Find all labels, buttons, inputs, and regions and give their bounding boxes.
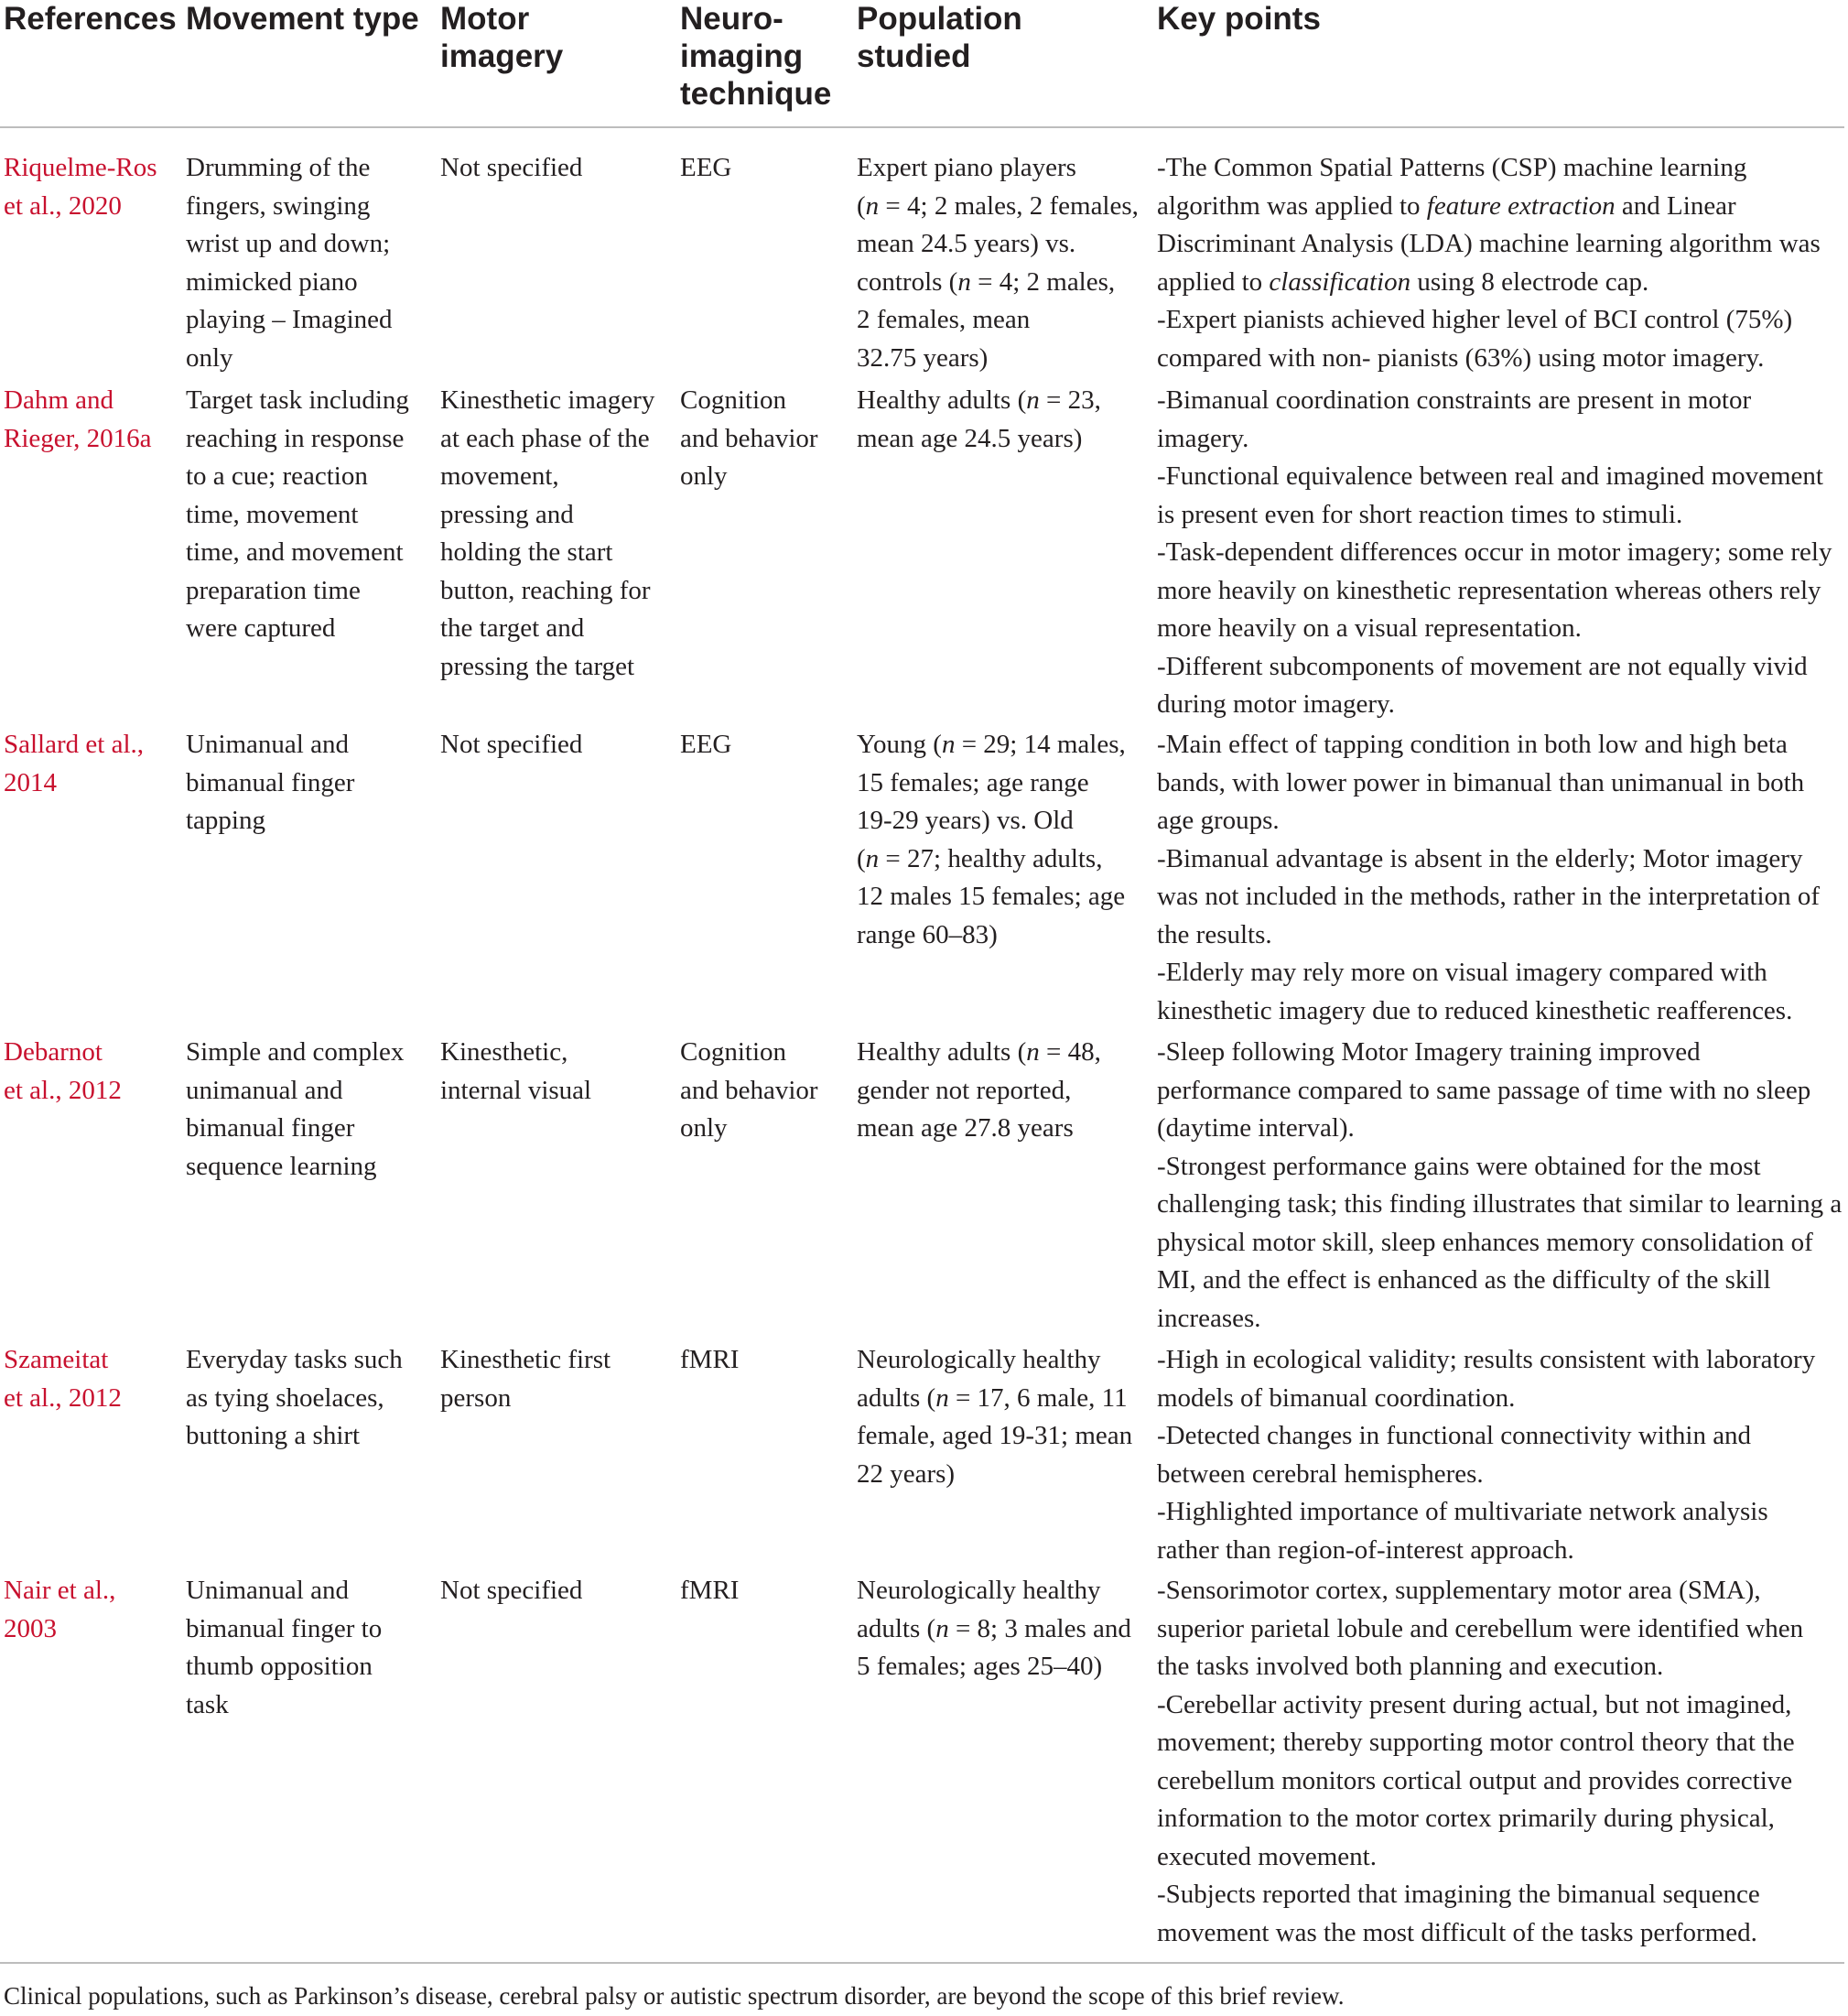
cell-population-studied-line: Neurologically healthy [857, 1576, 1101, 1605]
cell-population-studied-line: 15 females; age range [857, 767, 1089, 797]
cell-neuroimaging-technique-line: Cognition [680, 385, 787, 415]
cell-key-points-line: -Expert pianists achieved higher level of BCI control (75%) [1157, 305, 1793, 334]
cell-population-studied-line: (n = 4; 2 males, 2 females, [857, 190, 1139, 221]
cell-motor-imagery-line: the target and [440, 613, 585, 643]
cell-movement-type-line: Target task including [186, 385, 409, 415]
cell-population-studied-line: mean 24.5 years) vs. [857, 229, 1076, 258]
cell-key-points-line: during motor imagery. [1157, 689, 1395, 719]
cell-movement-type-line: preparation time [186, 575, 361, 605]
cell-key-points-line: -Different subcomponents of movement are not equally vivid [1157, 651, 1808, 681]
cell-neuroimaging-technique-line: fMRI [680, 1345, 740, 1374]
cell-population-studied-line: 32.75 years) [857, 342, 989, 373]
cell-key-points-line: -Bimanual advantage is absent in the elderly; Motor imagery [1157, 843, 1803, 873]
cell-population-studied-line: mean age 27.8 years [857, 1113, 1074, 1143]
cell-key-points-line: more heavily on kinesthetic representation whereas others rely [1157, 575, 1821, 605]
cell-neuroimaging-technique [680, 1034, 818, 1148]
cell-movement-type-line: time, and movement [186, 537, 404, 567]
header-line: References [4, 1, 177, 37]
cell-neuroimaging-technique-line: fMRI [680, 1576, 740, 1605]
cell-population-studied-line: Expert piano players [857, 153, 1076, 182]
cell-key-points-line: between cerebral hemispheres. [1157, 1458, 1484, 1489]
cell-key-points [1157, 382, 1832, 724]
cell-population-studied-line: Young (n = 29; 14 males, [857, 730, 1126, 759]
cell-key-points-line: challenging task; this finding illustrates that similar to learning a [1157, 1189, 1843, 1219]
cell-key-points-line: the results. [1157, 919, 1272, 949]
cell-population-studied-line: 22 years) [857, 1458, 956, 1489]
cell-population-studied-line: range 60–83) [857, 919, 998, 949]
cell-key-points-line: superior parietal lobule and cerebellum were identified when [1157, 1613, 1804, 1643]
cell-reference-line[interactable]: Riquelme-Ros [4, 153, 157, 182]
cell-key-points-line: -Functional equivalence between real and imagined movement [1157, 461, 1823, 491]
cell-key-points-line: cerebellum monitors cortical output and provides corrective [1157, 1765, 1793, 1795]
cell-movement-type [186, 1341, 403, 1456]
cell-population-studied-line: 5 females; ages 25–40) [857, 1652, 1103, 1681]
cell-motor-imagery-line: person [440, 1382, 512, 1413]
cell-reference-line[interactable]: Nair et al., [4, 1576, 116, 1605]
cell-movement-type-line: tapping [186, 806, 265, 835]
footer-divider [0, 1962, 1844, 1964]
header-line: studied [857, 38, 971, 74]
cell-population-studied-line: adults (n = 17, 6 male, 11 [857, 1382, 1128, 1413]
cell-population-studied [857, 1572, 1131, 1686]
cell-reference[interactable] [4, 1034, 122, 1110]
cell-movement-type-line: were captured [186, 613, 336, 643]
cell-movement-type-line: only [186, 342, 233, 373]
cell-motor-imagery-line: pressing the target [440, 651, 635, 681]
cell-neuroimaging-technique-line: only [680, 1113, 728, 1143]
cell-key-points-line: kinesthetic imagery due to reduced kinesthetic reafferences. [1157, 995, 1793, 1025]
cell-neuroimaging-technique [680, 1572, 739, 1610]
cell-motor-imagery [440, 726, 582, 764]
cell-neuroimaging-technique [680, 726, 731, 764]
cell-key-points [1157, 149, 1821, 377]
cell-key-points-line: -Main effect of tapping condition in both low and high beta [1157, 730, 1788, 759]
cell-key-points-line: -Strongest performance gains were obtained for the most [1157, 1151, 1761, 1181]
cell-population-studied-line: 2 females, mean [857, 305, 1031, 334]
header-line: Movement type [186, 1, 419, 37]
cell-reference-line[interactable]: Debarnot [4, 1037, 103, 1067]
cell-key-points [1157, 726, 1820, 1030]
cell-key-points-line: -Detected changes in functional connectivity within and [1157, 1421, 1752, 1450]
cell-movement-type [186, 1034, 404, 1186]
cell-movement-type [186, 382, 409, 648]
cell-key-points-line: (daytime interval). [1157, 1113, 1355, 1143]
cell-movement-type-line: buttoning a shirt [186, 1421, 361, 1450]
cell-movement-type-line: playing – Imagined [186, 305, 393, 334]
cell-key-points [1157, 1572, 1803, 1952]
cell-neuroimaging-technique-line: Cognition [680, 1037, 787, 1067]
cell-movement-type-line: Everyday tasks such [186, 1345, 403, 1374]
cell-population-studied-line: mean age 24.5 years) [857, 423, 1083, 453]
cell-key-points-line: information to the motor cortex primarily during physical, [1157, 1804, 1775, 1833]
cell-population-studied-line: Healthy adults (n = 23, [857, 385, 1101, 415]
cell-movement-type-line: bimanual finger [186, 767, 355, 797]
cell-key-points-line: Discriminant Analysis (LDA) machine learning algorithm was [1157, 229, 1821, 258]
cell-key-points-line: MI, and the effect is enhanced as the difficulty of the skill [1157, 1265, 1771, 1295]
cell-movement-type-line: to a cue; reaction [186, 461, 368, 491]
header-line: imaging [680, 38, 804, 74]
cell-reference-line[interactable]: Dahm and [4, 385, 113, 415]
cell-motor-imagery-line: at each phase of the [440, 423, 650, 453]
table-footnote: Clinical populations, such as Parkinson’s disease, cerebral palsy or autistic spectrum disorder, are beyond the scope of this brief review. [4, 1982, 1345, 2010]
cell-reference-line[interactable]: Rieger, 2016a [4, 423, 152, 453]
cell-motor-imagery-line: Not specified [440, 1576, 583, 1605]
cell-key-points-line: was not included in the methods, rather in the interpretation of [1157, 882, 1820, 911]
header-key-points [1157, 0, 1321, 38]
cell-motor-imagery-line: Kinesthetic imagery [440, 385, 655, 415]
cell-movement-type-line: reaching in response [186, 423, 405, 453]
cell-motor-imagery [440, 1341, 611, 1417]
cell-movement-type-line: fingers, swinging [186, 190, 371, 221]
cell-key-points-line: compared with non- pianists (63%) using motor imagery. [1157, 342, 1765, 373]
header-line: Population [857, 1, 1022, 37]
header-line: technique [680, 76, 832, 112]
cell-movement-type [186, 1572, 382, 1724]
cell-population-studied-line: gender not reported, [857, 1075, 1072, 1105]
cell-reference-line[interactable]: et al., 2012 [4, 1075, 122, 1105]
cell-population-studied [857, 1341, 1132, 1493]
cell-motor-imagery [440, 149, 582, 188]
cell-reference[interactable] [4, 382, 152, 458]
cell-key-points-line: algorithm was applied to feature extraction and Linear [1157, 190, 1736, 221]
cell-reference-line[interactable]: et al., 2020 [4, 190, 122, 221]
cell-motor-imagery-line: holding the start [440, 537, 613, 567]
cell-key-points-line: the tasks involved both planning and execution. [1157, 1652, 1664, 1681]
cell-movement-type-line: bimanual finger [186, 1113, 355, 1143]
cell-key-points-line: physical motor skill, sleep enhances memory consolidation of [1157, 1227, 1813, 1257]
cell-neuroimaging-technique-line: only [680, 461, 728, 491]
cell-population-studied-line: Neurologically healthy [857, 1345, 1101, 1374]
cell-key-points [1157, 1341, 1815, 1569]
cell-population-studied-line: (n = 27; healthy adults, [857, 843, 1103, 873]
cell-key-points-line: -Sensorimotor cortex, supplementary motor area (SMA), [1157, 1576, 1761, 1605]
cell-population-studied [857, 382, 1101, 458]
cell-motor-imagery-line: Kinesthetic first [440, 1345, 611, 1374]
cell-population-studied-line: Healthy adults (n = 48, [857, 1037, 1101, 1067]
cell-reference-line[interactable]: 2014 [4, 767, 57, 797]
cell-population-studied [857, 726, 1126, 954]
cell-population-studied [857, 1034, 1101, 1148]
cell-neuroimaging-technique [680, 149, 731, 188]
cell-movement-type-line: sequence learning [186, 1151, 377, 1181]
cell-key-points-line: rather than region-of-interest approach. [1157, 1534, 1574, 1565]
cell-motor-imagery-line: button, reaching for [440, 575, 651, 605]
cell-reference[interactable] [4, 149, 157, 225]
cell-key-points-line: age groups. [1157, 806, 1280, 835]
header-motor-imagery [440, 0, 563, 75]
cell-key-points-line: bands, with lower power in bimanual than unimanual in both [1157, 767, 1805, 797]
header-line: Neuro- [680, 1, 784, 37]
cell-movement-type-line: time, movement [186, 499, 359, 529]
cell-key-points-line: applied to classification using 8 electrode cap. [1157, 266, 1649, 297]
cell-key-points-line: movement; thereby supporting motor control theory that the [1157, 1728, 1795, 1757]
cell-reference[interactable] [4, 726, 144, 802]
cell-key-points-line: -Elderly may rely more on visual imagery compared with [1157, 958, 1767, 987]
cell-key-points-line: -Cerebellar activity present during actual, but not imagined, [1157, 1689, 1792, 1719]
cell-reference-line[interactable]: Szameitat [4, 1345, 109, 1374]
cell-reference-line[interactable]: Sallard et al., [4, 730, 145, 759]
cell-key-points-line: imagery. [1157, 423, 1249, 453]
cell-movement-type-line: bimanual finger to [186, 1613, 383, 1643]
cell-movement-type-line: Unimanual and [186, 730, 349, 759]
cell-movement-type-line: Unimanual and [186, 1576, 349, 1605]
cell-key-points-line: -Subjects reported that imagining the bimanual sequence [1157, 1880, 1760, 1909]
cell-key-points-line: models of bimanual coordination. [1157, 1382, 1516, 1413]
cell-movement-type-line: Simple and complex [186, 1037, 405, 1067]
header-movement-type [186, 0, 419, 38]
cell-movement-type-line: unimanual and [186, 1075, 343, 1105]
cell-population-studied-line: 19-29 years) vs. Old [857, 806, 1074, 835]
cell-neuroimaging-technique [680, 1341, 739, 1380]
cell-neuroimaging-technique-line: EEG [680, 153, 732, 182]
header-neuroimaging-technique [680, 0, 831, 113]
cell-movement-type-line: task [186, 1689, 229, 1719]
cell-key-points-line: movement was the most difficult of the tasks performed. [1157, 1917, 1757, 1947]
header-references [4, 0, 177, 38]
cell-neuroimaging-technique-line: and behavior [680, 1075, 818, 1105]
cell-population-studied-line: female, aged 19-31; mean [857, 1421, 1133, 1450]
cell-movement-type [186, 149, 393, 377]
cell-motor-imagery [440, 382, 654, 686]
cell-key-points-line: -Task-dependent differences occur in motor imagery; some rely [1157, 537, 1832, 567]
cell-key-points [1157, 1034, 1842, 1338]
header-population-studied [857, 0, 1022, 75]
cell-motor-imagery [440, 1572, 582, 1610]
cell-motor-imagery-line: Kinesthetic, [440, 1037, 568, 1067]
header-line: Motor [440, 1, 530, 37]
cell-reference[interactable] [4, 1572, 115, 1648]
cell-key-points-line: increases. [1157, 1303, 1261, 1333]
cell-motor-imagery-line: movement, [440, 461, 559, 491]
cell-population-studied-line: adults (n = 8; 3 males and [857, 1613, 1131, 1643]
cell-neuroimaging-technique-line: EEG [680, 730, 732, 759]
cell-key-points-line: -Sleep following Motor Imagery training improved [1157, 1037, 1701, 1067]
cell-neuroimaging-technique [680, 382, 818, 496]
cell-motor-imagery-line: Not specified [440, 153, 583, 182]
cell-reference[interactable] [4, 1341, 122, 1417]
cell-motor-imagery-line: Not specified [440, 730, 583, 759]
cell-neuroimaging-technique-line: and behavior [680, 423, 818, 453]
cell-key-points-line: executed movement. [1157, 1841, 1377, 1871]
header-line: Key points [1157, 1, 1321, 37]
cell-motor-imagery [440, 1034, 591, 1110]
cell-key-points-line: performance compared to same passage of time with no sleep [1157, 1075, 1811, 1105]
cell-population-studied-line: 12 males 15 females; age [857, 882, 1126, 911]
cell-reference-line[interactable]: et al., 2012 [4, 1382, 122, 1413]
header-line: imagery [440, 38, 564, 74]
cell-key-points-line: more heavily on a visual representation. [1157, 613, 1582, 643]
cell-movement-type-line: as tying shoelaces, [186, 1382, 384, 1413]
cell-movement-type-line: wrist up and down; [186, 229, 391, 258]
cell-key-points-line: is present even for short reaction times to stimuli. [1157, 499, 1683, 529]
cell-reference-line[interactable]: 2003 [4, 1613, 57, 1643]
cell-key-points-line: -The Common Spatial Patterns (CSP) machine learning [1157, 153, 1747, 182]
cell-movement-type [186, 726, 354, 840]
cell-movement-type-line: mimicked piano [186, 266, 358, 297]
cell-motor-imagery-line: pressing and [440, 499, 574, 529]
cell-movement-type-line: Drumming of the [186, 153, 371, 182]
cell-population-studied [857, 149, 1139, 377]
cell-motor-imagery-line: internal visual [440, 1075, 592, 1105]
cell-population-studied-line: controls (n = 4; 2 males, [857, 266, 1116, 297]
cell-key-points-line: -High in ecological validity; results consistent with laboratory [1157, 1345, 1816, 1374]
cell-movement-type-line: thumb opposition [186, 1652, 373, 1681]
header-divider [0, 126, 1844, 128]
cell-key-points-line: -Bimanual coordination constraints are present in motor [1157, 385, 1752, 415]
cell-key-points-line: -Highlighted importance of multivariate network analysis [1157, 1497, 1768, 1526]
